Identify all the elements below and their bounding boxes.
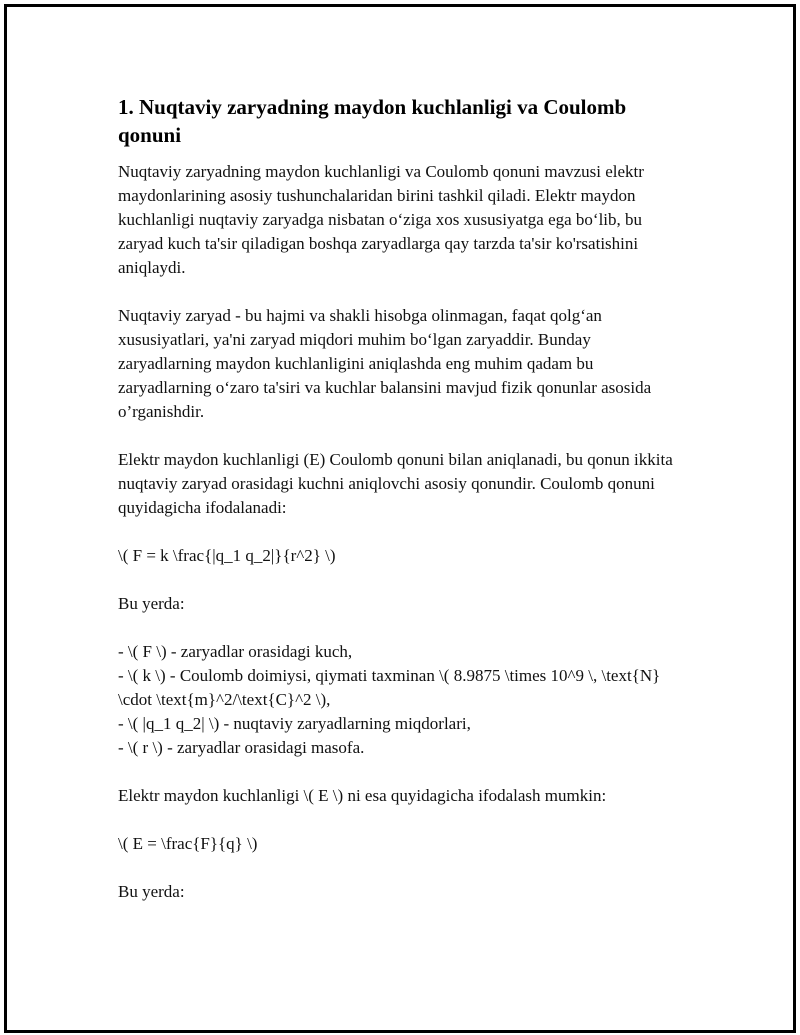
paragraph-spacer xyxy=(118,856,688,880)
paragraph-spacer xyxy=(118,568,688,592)
where-label: Bu yerda: xyxy=(118,594,185,613)
paragraph-spacer xyxy=(118,424,688,448)
document-body xyxy=(118,93,688,904)
intro-paragraph: Nuqtaviy zaryadning maydon kuchlanligi va Coulomb qonuni mavzusi elektr maydonlarining asosiy tushunchalaridan birini tashkil qiladi. Elektr maydon kuchlanligi nuqtaviy zaryadga nisbatan o‘ziga xos xususiyatga ega bo‘lib, bu zaryad kuch ta'sir qiladigan boshqa zaryadlarga qay tarzda ta'sir ko'rsatishini aniqlaydi. xyxy=(118,162,644,277)
where-label-2: Bu yerda: xyxy=(118,882,185,901)
field-formula: \( E = \frac{F}{q} \) xyxy=(118,834,258,853)
paragraph-spacer xyxy=(118,616,688,640)
field-intensity-paragraph: Elektr maydon kuchlanligi \( E \) ni esa quyidagicha ifodalash mumkin: xyxy=(118,786,607,805)
coulomb-formula: \( F = k \frac{|q_1 q_2|}{r^2} \) xyxy=(118,546,336,565)
paragraph-spacer xyxy=(118,760,688,784)
paragraph-spacer xyxy=(118,280,688,304)
coulomb-intro-paragraph: Elektr maydon kuchlanligi (E) Coulomb qonuni bilan aniqlanadi, bu qonun ikkita nuqtaviy zaryad orasidagi kuchni aniqlovchi asosiy qonundir. Coulomb qonuni quyidagicha ifodalanadi: xyxy=(118,450,673,517)
paragraph-spacer xyxy=(118,808,688,832)
point-charge-paragraph: Nuqtaviy zaryad - bu hajmi va shakli hisobga olinmagan, faqat qolg‘an xususiyatlari, ya'ni zaryad miqdori muhim bo‘lgan zaryaddir. Bunday zaryadlarning maydon kuchlanligini aniqlashda eng muhim qadam bu zaryadlarning o‘zaro ta'siri va kuchlar balansini mavjud fizik qonunlar asosida o’rganishdir. xyxy=(118,306,652,421)
section-heading: 1. Nuqtaviy zaryadning maydon kuchlanligi va Coulomb qonuni xyxy=(118,95,627,147)
paragraph-spacer xyxy=(118,520,688,544)
variable-definitions-list: - \( F \) - zaryadlar orasidagi kuch, - \( k \) - Coulomb doimiysi, qiymati taxminan \( 8.9875 \times 10^9 \, \text{N} \cdot \text{m}^2/\text{C}^2 \), - \( |q_1 q_2| \) - nuqtaviy zaryadlarning miqdorlari, - \( r \) - zaryadlar orasidagi masofa. xyxy=(118,642,661,757)
